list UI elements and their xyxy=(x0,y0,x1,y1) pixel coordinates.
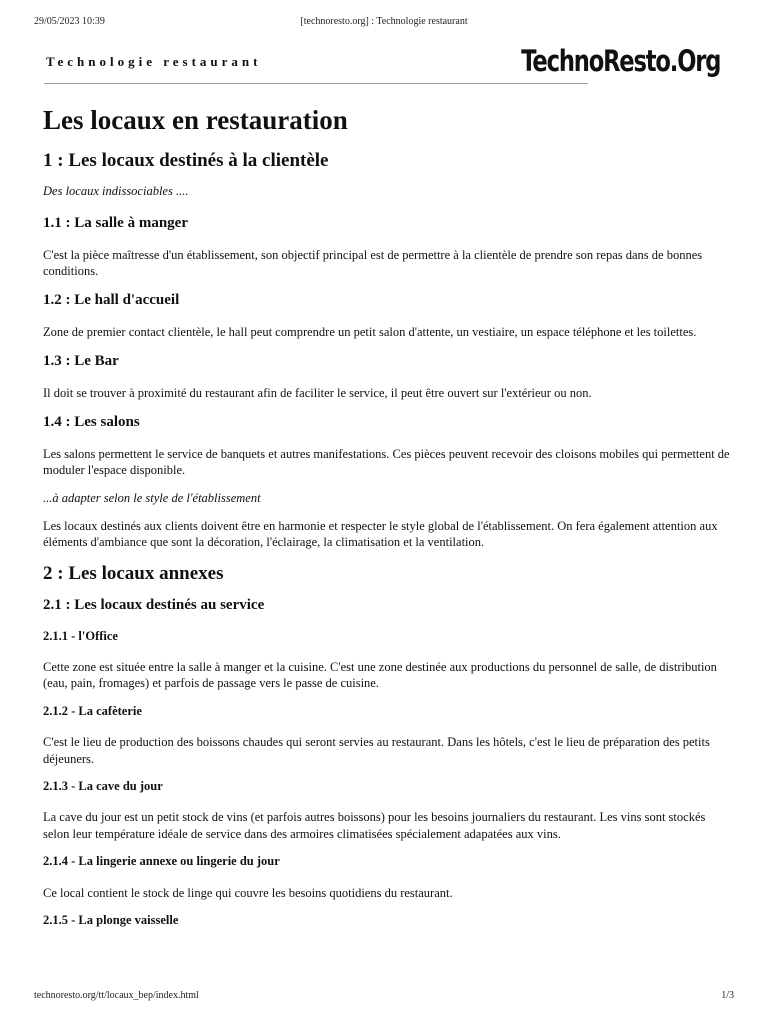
item-2-1-4-heading: 2.1.4 - La lingerie annexe ou lingerie du jour xyxy=(43,853,280,868)
section-1-note: ...à adapter selon le style de l'établissement xyxy=(43,491,261,506)
item-2-1-2-heading: 2.1.2 - La cafèterie xyxy=(43,703,142,718)
subsection-1-2-heading: 1.2 : Le hall d'accueil xyxy=(43,292,180,308)
banner-divider xyxy=(44,83,588,84)
site-banner xyxy=(44,44,724,86)
item-2-1-1-heading: 2.1.1 - l'Office xyxy=(43,628,118,643)
subsection-1-3-text: Il doit se trouver à proximité du restaurant afin de faciliter le service, il peut être ouvert sur l'extérieur ou non. xyxy=(43,385,592,400)
page-title: Les locaux en restauration xyxy=(43,105,348,135)
article-content xyxy=(43,104,730,943)
item-2-1-2-text: C'est le lieu de production des boissons chaudes qui seront servies au restaurant. Dans les hôtels, c'est le lieu de préparation des petits déjeuners. xyxy=(43,735,710,766)
item-2-1-3-text: La cave du jour est un petit stock de vins (et parfois autres boissons) pour les besoins journaliers du restaurant. Les vins sont stockés selon leur température idéale de service dans des armoires climatisées spécialement adapatées aux vins. xyxy=(43,810,706,841)
print-url[interactable]: technoresto.org/tt/locaux_bep/index.html xyxy=(34,990,199,1001)
subsection-1-4-text: Les salons permettent le service de banquets et autres manifestations. Ces pièces peuvent recevoir des cloisons mobiles qui permettent de moduler l'espace disponible. xyxy=(43,446,730,477)
subsection-1-4-heading: 1.4 : Les salons xyxy=(43,414,140,430)
site-logo[interactable]: TechnoResto.Org xyxy=(520,44,720,78)
section-1-closing: Les locaux destinés aux clients doivent être en harmonie et respecter le style global de l'établissement. On fera également attention aux éléments d'ambiance que sont la décoration, l'éclairage, la climatisation et la ventilation. xyxy=(43,518,718,549)
subsection-1-3-heading: 1.3 : Le Bar xyxy=(43,353,119,369)
print-header xyxy=(34,16,734,30)
item-2-1-1-text: Cette zone est située entre la salle à manger et la cuisine. C'est une zone destinée aux productions du personnel de salle, de distribution (eau, pain, fromages) et parfois de passage vers le passe de cuisine. xyxy=(43,660,717,691)
subsection-1-1-heading: 1.1 : La salle à manger xyxy=(43,214,188,231)
item-2-1-3-heading: 2.1.3 - La cave du jour xyxy=(43,778,163,793)
item-2-1-5-heading: 2.1.5 - La plonge vaisselle xyxy=(43,912,179,927)
print-title: [technoresto.org] : Technologie restaurant xyxy=(300,16,468,27)
site-name: Technologie restaurant xyxy=(46,54,262,69)
subsection-1-1-text: C'est la pièce maîtresse d'un établissement, son objectif principal est de permettre à la clientèle de prendre son repas dans de bonnes conditions. xyxy=(43,247,703,278)
print-footer xyxy=(34,990,734,1004)
page-number: 1/3 xyxy=(721,990,734,1001)
section-1-heading: 1 : Les locaux destinés à la clientèle xyxy=(43,149,329,171)
print-date: 29/05/2023 10:39 xyxy=(34,16,105,27)
section-1-intro: Des locaux indissociables .... xyxy=(43,183,189,198)
section-2-heading: 2 : Les locaux annexes xyxy=(43,563,224,584)
subsection-2-1-heading: 2.1 : Les locaux destinés au service xyxy=(43,596,265,613)
item-2-1-4-text: Ce local contient le stock de linge qui couvre les besoins quotidiens du restaurant. xyxy=(43,885,453,900)
subsection-1-2-text: Zone de premier contact clientèle, le hall peut comprendre un petit salon d'attente, un vestiaire, un espace téléphone et les toilettes. xyxy=(43,324,697,339)
